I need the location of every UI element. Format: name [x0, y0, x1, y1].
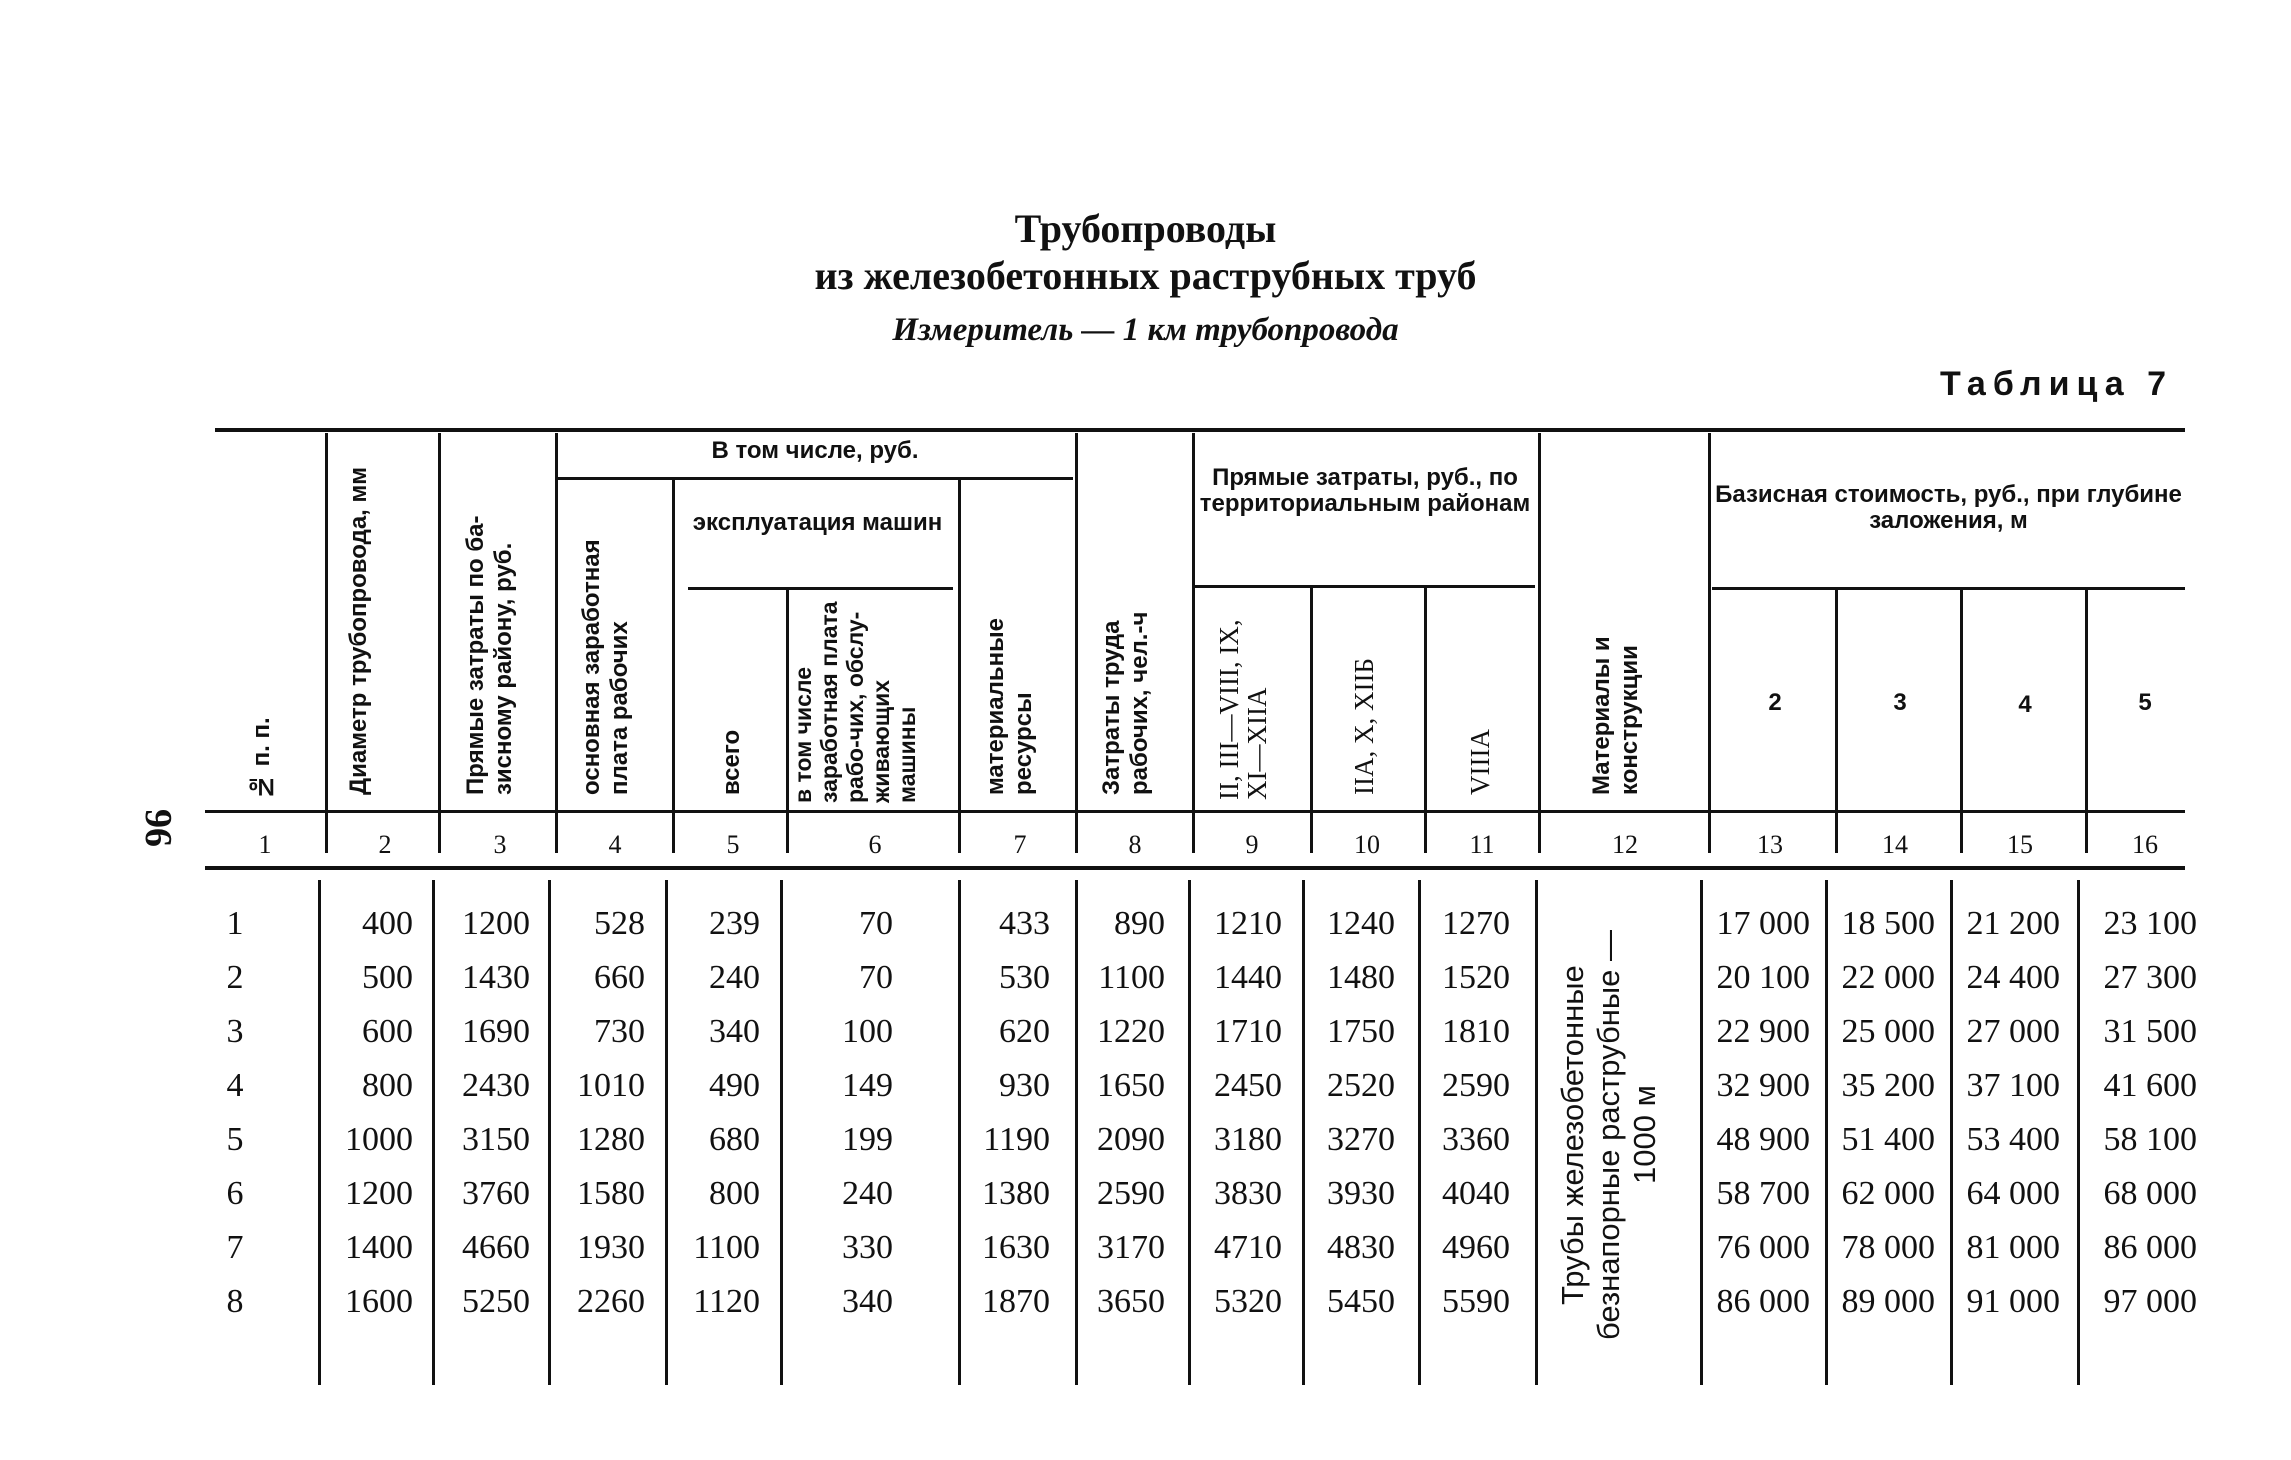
table-cell: 500: [362, 959, 413, 996]
materials-line-3: 1000 м: [1627, 1085, 1662, 1185]
header-col-13: 2: [1768, 689, 1782, 716]
table-cell: 239: [709, 905, 760, 942]
col-sep-5: [786, 590, 789, 853]
table-cell: 24 400: [1966, 959, 2060, 996]
title-line-1: Трубопроводы: [1014, 206, 1277, 251]
table-cell: 1430: [462, 959, 530, 996]
table-cell: 6: [226, 1175, 244, 1212]
table-cell: 37 100: [1966, 1067, 2060, 1104]
group-machines-header: эксплуатация машин: [692, 509, 943, 536]
table-cell: 1650: [1097, 1067, 1165, 1104]
table-cell: 76 000: [1716, 1229, 1810, 1266]
table-cell: 240: [709, 959, 760, 996]
table-cell: 81 000: [1966, 1229, 2060, 1266]
col-number-rule: [205, 866, 2185, 870]
table-cell: 70: [859, 905, 893, 942]
col-number-16: 16: [2132, 830, 2158, 859]
base-group-rule: [1712, 587, 2185, 590]
table-cell: 2: [226, 959, 244, 996]
col-number-9: 9: [1245, 830, 1259, 859]
table-cell: 730: [594, 1013, 645, 1050]
table-cell: 31 500: [2103, 1013, 2197, 1050]
col-sep-15: [2085, 590, 2088, 853]
incl-group-rule: [558, 477, 1073, 480]
table-cell: 1750: [1327, 1013, 1395, 1050]
table-cell: 3830: [1214, 1175, 1282, 1212]
table-cell: 528: [594, 905, 645, 942]
table-cell: 5450: [1327, 1283, 1395, 1320]
table-cell: 58 700: [1716, 1175, 1810, 1212]
table-cell: 100: [842, 1013, 893, 1050]
table-cell: 600: [362, 1013, 413, 1050]
col-number-5: 5: [726, 830, 740, 859]
table-cell: 1380: [982, 1175, 1050, 1212]
table-cell: 62 000: [1841, 1175, 1935, 1212]
table-cell: 4830: [1327, 1229, 1395, 1266]
table-cell: 1210: [1214, 905, 1282, 942]
table-cell: 68 000: [2103, 1175, 2197, 1212]
table-cell: 21 200: [1966, 905, 2060, 942]
table-cell: 1: [226, 905, 244, 942]
table-cell: 680: [709, 1121, 760, 1158]
table-cell: 1200: [345, 1175, 413, 1212]
table-cell: 660: [594, 959, 645, 996]
col-sep-1: [325, 433, 328, 853]
table-cell: 48 900: [1716, 1121, 1810, 1158]
col-number-2: 2: [378, 830, 392, 859]
table-cell: 1000: [345, 1121, 413, 1158]
table-cell: 800: [362, 1067, 413, 1104]
table-cell: 340: [709, 1013, 760, 1050]
table-cell: 890: [1114, 905, 1165, 942]
table-cell: 1100: [1098, 959, 1165, 996]
regions-group-rule: [1195, 585, 1535, 588]
table-cell: 2260: [577, 1283, 645, 1320]
header-col-2: Диаметр трубопровода, мм: [345, 466, 372, 795]
group-incl-header: В том числе, руб.: [711, 437, 919, 464]
header-col-8: Затраты труда рабочих, чел.-ч: [1098, 611, 1153, 795]
header-col-9: II, III—VIII, IX, XI—XIIA: [1214, 619, 1272, 800]
table-cell: 240: [842, 1175, 893, 1212]
table-cell: 8: [226, 1283, 244, 1320]
col-sep-11: [1538, 433, 1541, 853]
table-cell: 2590: [1442, 1067, 1510, 1104]
table-cell: 490: [709, 1067, 760, 1104]
table-cell: 1190: [983, 1121, 1050, 1158]
table-cell: 1440: [1214, 959, 1282, 996]
table-cell: 199: [842, 1121, 893, 1158]
table-cell: 1810: [1442, 1013, 1510, 1050]
col-sep-13: [1835, 590, 1838, 853]
table-cell: 64 000: [1966, 1175, 2060, 1212]
table-cell: 5320: [1214, 1283, 1282, 1320]
header-col-15: 4: [2018, 691, 2032, 718]
table-cell: 1930: [577, 1229, 645, 1266]
col-number-11: 11: [1469, 830, 1495, 859]
col-number-15: 15: [2007, 830, 2033, 859]
header-col-4: основная заработная плата рабочих: [578, 539, 633, 795]
col-number-12: 12: [1612, 830, 1638, 859]
table-cell: 41 600: [2103, 1067, 2197, 1104]
table-cell: 1870: [982, 1283, 1050, 1320]
group-base-header: Базисная стоимость, руб., при глубине заложения, м: [1715, 481, 2182, 534]
table-cell: 1220: [1097, 1013, 1165, 1050]
col-sep-3: [555, 433, 558, 853]
header-col-12: Материалы и конструкции: [1588, 636, 1643, 795]
table-cell: 3170: [1097, 1229, 1165, 1266]
header-col-10: IIA, X, XIIБ: [1349, 658, 1379, 795]
header-col-11: VIIIA: [1465, 729, 1495, 795]
col-sep-9: [1310, 588, 1313, 853]
table-cell: 86 000: [1716, 1283, 1810, 1320]
col-sep-6: [958, 480, 961, 853]
table-cell: 22 000: [1841, 959, 1935, 996]
table-cell: 4710: [1214, 1229, 1282, 1266]
header-col-1: № п. п.: [248, 717, 275, 800]
table-cell: 3180: [1214, 1121, 1282, 1158]
table-cell: 1600: [345, 1283, 413, 1320]
header-col-14: 3: [1893, 689, 1907, 716]
table-cell: 3: [226, 1013, 244, 1050]
table-cell: 1100: [693, 1229, 760, 1266]
materials-line-1: Трубы железобетонные: [1555, 965, 1590, 1305]
table-cell: 35 200: [1841, 1067, 1935, 1104]
table-cell: 51 400: [1841, 1121, 1935, 1158]
table-cell: 3760: [462, 1175, 530, 1212]
table-cell: 3650: [1097, 1283, 1165, 1320]
table-cell: 1280: [577, 1121, 645, 1158]
group-regions-header: Прямые затраты, руб., по территориальным районам: [1199, 464, 1531, 517]
col-sep-7: [1075, 433, 1078, 853]
col-number-14: 14: [1882, 830, 1908, 859]
table-cell: 1690: [462, 1013, 530, 1050]
table-cell: 1480: [1327, 959, 1395, 996]
table-cell: 1010: [577, 1067, 645, 1104]
table-cell: 32 900: [1716, 1067, 1810, 1104]
table-cell: 97 000: [2103, 1283, 2197, 1320]
materials-cell: [1555, 905, 1670, 1365]
table-cell: 2090: [1097, 1121, 1165, 1158]
col-number-3: 3: [493, 830, 507, 859]
table-cell: 58 100: [2103, 1121, 2197, 1158]
table-cell: 1580: [577, 1175, 645, 1212]
header-col-16: 5: [2138, 689, 2152, 716]
table-cell: 20 100: [1716, 959, 1810, 996]
header-col-5: всего: [718, 729, 745, 795]
col-number-4: 4: [608, 830, 622, 859]
table-cell: 620: [999, 1013, 1050, 1050]
table-cell: 23 100: [2103, 905, 2197, 942]
body-sep-11: [1535, 880, 1538, 1385]
col-sep-4: [672, 480, 675, 853]
table-cell: 530: [999, 959, 1050, 996]
col-number-6: 6: [868, 830, 882, 859]
header-col-6: в том числе заработная плата рабо-чих, обслу-живающих машины: [790, 601, 920, 803]
table-cell: 17 000: [1716, 905, 1810, 942]
header-col-3: Прямые затраты по ба-зисному району, руб.: [462, 515, 517, 795]
table-cell: 27 000: [1966, 1013, 2060, 1050]
table-top-rule: [215, 428, 2185, 432]
table-cell: 4040: [1442, 1175, 1510, 1212]
table-cell: 22 900: [1716, 1013, 1810, 1050]
table-cell: 149: [842, 1067, 893, 1104]
table-cell: 4: [226, 1067, 244, 1104]
col-sep-2: [438, 433, 441, 853]
table-cell: 930: [999, 1067, 1050, 1104]
table-cell: 4960: [1442, 1229, 1510, 1266]
table-cell: 53 400: [1966, 1121, 2060, 1158]
table-cell: 2520: [1327, 1067, 1395, 1104]
table-cell: 86 000: [2103, 1229, 2197, 1266]
table-cell: 1520: [1442, 959, 1510, 996]
col-sep-14: [1960, 590, 1963, 853]
col-number-8: 8: [1128, 830, 1142, 859]
header-col-7: материальные ресурсы: [982, 618, 1037, 795]
table-cell: 3930: [1327, 1175, 1395, 1212]
table-cell: 1630: [982, 1229, 1050, 1266]
table-cell: 330: [842, 1229, 893, 1266]
col-number-7: 7: [1013, 830, 1027, 859]
table-cell: 3360: [1442, 1121, 1510, 1158]
table-cell: 18 500: [1841, 905, 1935, 942]
table-cell: 4660: [462, 1229, 530, 1266]
table-cell: 800: [709, 1175, 760, 1212]
table-cell: 27 300: [2103, 959, 2197, 996]
table-cell: 78 000: [1841, 1229, 1935, 1266]
title-line-2: из железобетонных раструбных труб: [814, 253, 1477, 298]
table-cell: 2450: [1214, 1067, 1282, 1104]
table-cell: 1270: [1442, 905, 1510, 942]
col-sep-12: [1708, 433, 1711, 853]
table-cell: 1200: [462, 905, 530, 942]
header-bottom-rule: [205, 810, 2185, 813]
table-cell: 1240: [1327, 905, 1395, 942]
table-cell: 340: [842, 1283, 893, 1320]
table-cell: 70: [859, 959, 893, 996]
table-cell: 89 000: [1841, 1283, 1935, 1320]
page-number: 96: [137, 809, 179, 847]
table-cell: 2590: [1097, 1175, 1165, 1212]
table-cell: 91 000: [1966, 1283, 2060, 1320]
table-cell: 3270: [1327, 1121, 1395, 1158]
table-cell: 7: [226, 1229, 244, 1266]
col-number-13: 13: [1757, 830, 1783, 859]
table-cell: 1400: [345, 1229, 413, 1266]
table-cell: 25 000: [1841, 1013, 1935, 1050]
table-cell: 400: [362, 905, 413, 942]
col-sep-10: [1424, 588, 1427, 853]
table-cell: 1120: [693, 1283, 760, 1320]
machines-group-rule: [688, 587, 953, 590]
table-cell: 5: [226, 1121, 244, 1158]
table-cell: 1710: [1214, 1013, 1282, 1050]
materials-line-2: безнапорные раструбные —: [1591, 930, 1626, 1340]
table-label: Таблица 7: [1940, 365, 2174, 403]
table-cell: 2430: [462, 1067, 530, 1104]
table-cell: 3150: [462, 1121, 530, 1158]
table-cell: 5590: [1442, 1283, 1510, 1320]
table-cell: 433: [999, 905, 1050, 942]
table-cell: 5250: [462, 1283, 530, 1320]
unit-subtitle: Измеритель — 1 км трубопровода: [892, 312, 1399, 348]
col-number-10: 10: [1354, 830, 1380, 859]
col-number-1: 1: [258, 830, 272, 859]
